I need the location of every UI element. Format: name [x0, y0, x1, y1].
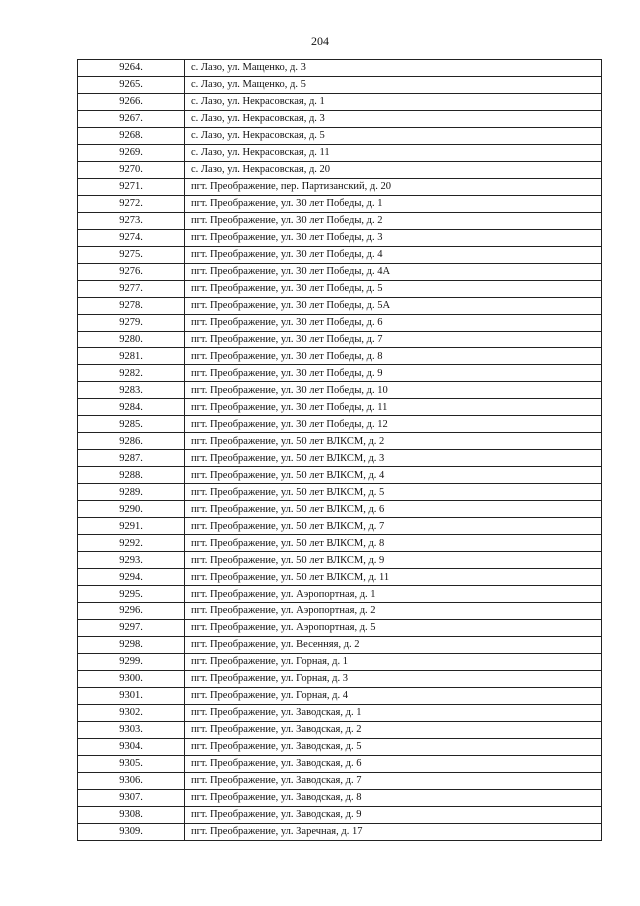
row-number: 9303. — [78, 721, 185, 738]
table-row — [78, 195, 602, 212]
table-row — [78, 484, 602, 501]
table-row — [78, 161, 602, 178]
row-number: 9291. — [78, 518, 185, 535]
table-row — [78, 127, 602, 144]
table-row — [78, 365, 602, 382]
table-row — [78, 569, 602, 586]
table-row — [78, 670, 602, 687]
row-address: пгт. Преображение, ул. 50 лет ВЛКСМ, д. 3 — [185, 450, 602, 467]
table-row — [78, 297, 602, 314]
row-address: пгт. Преображение, ул. 30 лет Победы, д. 2 — [185, 212, 602, 229]
row-address: с. Лазо, ул. Некрасовская, д. 1 — [185, 93, 602, 110]
row-number: 9278. — [78, 297, 185, 314]
table-row — [78, 636, 602, 653]
row-address: пгт. Преображение, ул. 50 лет ВЛКСМ, д. 9 — [185, 552, 602, 569]
row-number: 9306. — [78, 772, 185, 789]
row-address: пгт. Преображение, ул. 50 лет ВЛКСМ, д. 5 — [185, 484, 602, 501]
row-number: 9272. — [78, 195, 185, 212]
row-address: пгт. Преображение, ул. Аэропортная, д. 5 — [185, 619, 602, 636]
row-address: пгт. Преображение, ул. 30 лет Победы, д. 9 — [185, 365, 602, 382]
row-number: 9298. — [78, 636, 185, 653]
row-address: пгт. Преображение, ул. 30 лет Победы, д. 11 — [185, 399, 602, 416]
row-number: 9305. — [78, 755, 185, 772]
table-row — [78, 331, 602, 348]
table-row — [78, 755, 602, 772]
row-number: 9284. — [78, 399, 185, 416]
table-row — [78, 772, 602, 789]
row-address: пгт. Преображение, ул. 50 лет ВЛКСМ, д. 8 — [185, 535, 602, 552]
row-number: 9268. — [78, 127, 185, 144]
row-address: пгт. Преображение, ул. 30 лет Победы, д. 5А — [185, 297, 602, 314]
row-number: 9292. — [78, 535, 185, 552]
address-table — [77, 59, 602, 841]
row-number: 9265. — [78, 76, 185, 93]
table-row — [78, 704, 602, 721]
row-address: пгт. Преображение, ул. 30 лет Победы, д. 7 — [185, 331, 602, 348]
table-row — [78, 416, 602, 433]
table-row — [78, 144, 602, 161]
table-row — [78, 93, 602, 110]
row-number: 9300. — [78, 670, 185, 687]
row-address: пгт. Преображение, ул. 50 лет ВЛКСМ, д. 7 — [185, 518, 602, 535]
row-address: с. Лазо, ул. Некрасовская, д. 20 — [185, 161, 602, 178]
row-number: 9299. — [78, 653, 185, 670]
row-address: пгт. Преображение, ул. 30 лет Победы, д. 6 — [185, 314, 602, 331]
table-row — [78, 603, 602, 620]
table-row — [78, 229, 602, 246]
row-number: 9283. — [78, 382, 185, 399]
row-address: пгт. Преображение, ул. 30 лет Победы, д. 8 — [185, 348, 602, 365]
row-number: 9290. — [78, 501, 185, 518]
row-address: пгт. Преображение, ул. Заводская, д. 5 — [185, 738, 602, 755]
row-address: пгт. Преображение, ул. 30 лет Победы, д. 10 — [185, 382, 602, 399]
row-address: пгт. Преображение, ул. Аэропортная, д. 2 — [185, 603, 602, 620]
row-number: 9276. — [78, 263, 185, 280]
row-number: 9282. — [78, 365, 185, 382]
row-address: пгт. Преображение, ул. Заводская, д. 7 — [185, 772, 602, 789]
table-row — [78, 399, 602, 416]
row-address: пгт. Преображение, ул. Горная, д. 3 — [185, 670, 602, 687]
row-address: пгт. Преображение, ул. Заводская, д. 1 — [185, 704, 602, 721]
row-address: пгт. Преображение, ул. 30 лет Победы, д. 3 — [185, 229, 602, 246]
row-address: пгт. Преображение, ул. Заводская, д. 6 — [185, 755, 602, 772]
table-row — [78, 60, 602, 77]
table-row — [78, 178, 602, 195]
row-address: пгт. Преображение, ул. 50 лет ВЛКСМ, д. 2 — [185, 433, 602, 450]
row-number: 9274. — [78, 229, 185, 246]
row-number: 9287. — [78, 450, 185, 467]
table-row — [78, 721, 602, 738]
table-row — [78, 789, 602, 806]
row-address: пгт. Преображение, ул. 30 лет Победы, д. 4 — [185, 246, 602, 263]
table-row — [78, 518, 602, 535]
row-number: 9270. — [78, 161, 185, 178]
row-address: с. Лазо, ул. Мащенко, д. 3 — [185, 60, 602, 77]
row-number: 9271. — [78, 178, 185, 195]
table-row — [78, 212, 602, 229]
table-row — [78, 823, 602, 840]
address-table-body — [78, 60, 602, 841]
table-row — [78, 586, 602, 603]
row-number: 9307. — [78, 789, 185, 806]
row-number: 9279. — [78, 314, 185, 331]
row-address: пгт. Преображение, ул. 30 лет Победы, д. 1 — [185, 195, 602, 212]
row-number: 9301. — [78, 687, 185, 704]
row-number: 9273. — [78, 212, 185, 229]
row-address: с. Лазо, ул. Некрасовская, д. 3 — [185, 110, 602, 127]
row-address: пгт. Преображение, ул. Заводская, д. 2 — [185, 721, 602, 738]
row-number: 9308. — [78, 806, 185, 823]
row-number: 9297. — [78, 619, 185, 636]
row-address: пгт. Преображение, ул. 50 лет ВЛКСМ, д. 11 — [185, 569, 602, 586]
table-row — [78, 314, 602, 331]
row-address: с. Лазо, ул. Некрасовская, д. 11 — [185, 144, 602, 161]
row-address: пгт. Преображение, ул. Заводская, д. 9 — [185, 806, 602, 823]
row-number: 9304. — [78, 738, 185, 755]
row-number: 9288. — [78, 467, 185, 484]
row-number: 9266. — [78, 93, 185, 110]
table-row — [78, 348, 602, 365]
table-row — [78, 280, 602, 297]
row-number: 9302. — [78, 704, 185, 721]
table-row — [78, 552, 602, 569]
row-number: 9285. — [78, 416, 185, 433]
row-number: 9309. — [78, 823, 185, 840]
row-number: 9277. — [78, 280, 185, 297]
row-address: пгт. Преображение, пер. Партизанский, д. 20 — [185, 178, 602, 195]
row-number: 9267. — [78, 110, 185, 127]
row-number: 9286. — [78, 433, 185, 450]
row-address: пгт. Преображение, ул. Горная, д. 1 — [185, 653, 602, 670]
page-number: 204 — [311, 34, 329, 48]
table-row — [78, 246, 602, 263]
row-address: пгт. Преображение, ул. 30 лет Победы, д. 5 — [185, 280, 602, 297]
row-number: 9269. — [78, 144, 185, 161]
row-number: 9294. — [78, 569, 185, 586]
row-address: с. Лазо, ул. Мащенко, д. 5 — [185, 76, 602, 93]
row-number: 9289. — [78, 484, 185, 501]
table-row — [78, 687, 602, 704]
row-address: пгт. Преображение, ул. Заречная, д. 17 — [185, 823, 602, 840]
row-number: 9293. — [78, 552, 185, 569]
table-row — [78, 76, 602, 93]
row-number: 9281. — [78, 348, 185, 365]
row-number: 9296. — [78, 603, 185, 620]
row-number: 9280. — [78, 331, 185, 348]
table-row — [78, 806, 602, 823]
row-address: пгт. Преображение, ул. Заводская, д. 8 — [185, 789, 602, 806]
table-row — [78, 501, 602, 518]
row-address: пгт. Преображение, ул. Горная, д. 4 — [185, 687, 602, 704]
row-address: пгт. Преображение, ул. 50 лет ВЛКСМ, д. 6 — [185, 501, 602, 518]
table-row — [78, 110, 602, 127]
row-address: пгт. Преображение, ул. Аэропортная, д. 1 — [185, 586, 602, 603]
table-row — [78, 535, 602, 552]
table-row — [78, 263, 602, 280]
row-address: пгт. Преображение, ул. 30 лет Победы, д. 12 — [185, 416, 602, 433]
table-row — [78, 467, 602, 484]
table-row — [78, 450, 602, 467]
row-address: пгт. Преображение, ул. 50 лет ВЛКСМ, д. 4 — [185, 467, 602, 484]
row-address: пгт. Преображение, ул. 30 лет Победы, д. 4А — [185, 263, 602, 280]
row-address: с. Лазо, ул. Некрасовская, д. 5 — [185, 127, 602, 144]
table-row — [78, 382, 602, 399]
row-number: 9295. — [78, 586, 185, 603]
table-row — [78, 653, 602, 670]
row-number: 9275. — [78, 246, 185, 263]
row-number: 9264. — [78, 60, 185, 77]
table-row — [78, 433, 602, 450]
table-row — [78, 738, 602, 755]
table-row — [78, 619, 602, 636]
row-address: пгт. Преображение, ул. Весенняя, д. 2 — [185, 636, 602, 653]
